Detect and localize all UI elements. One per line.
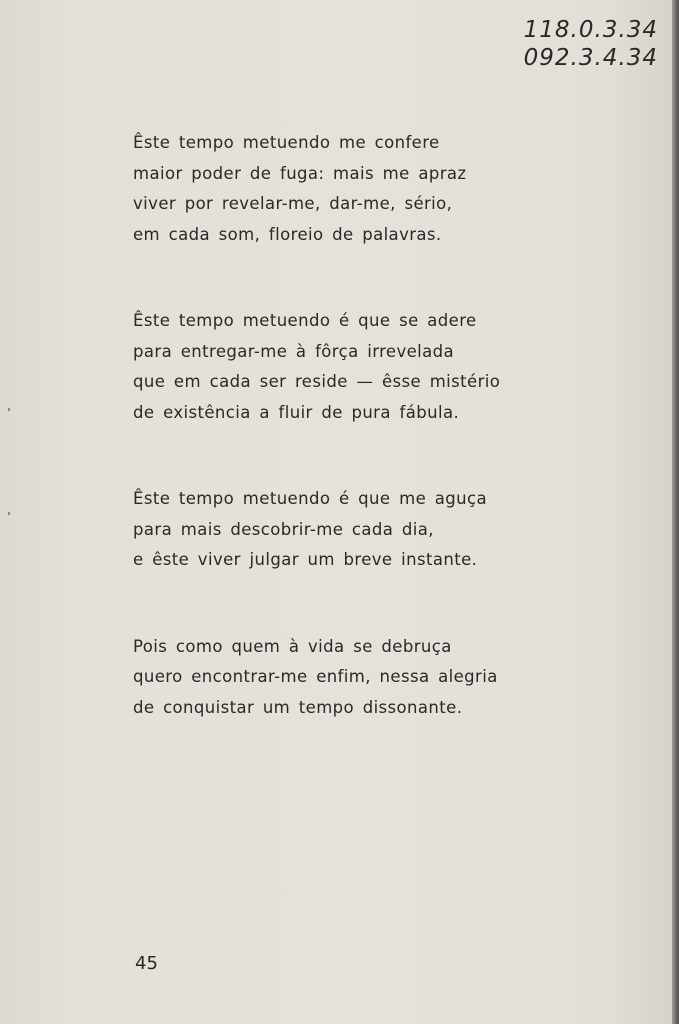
poem-line: Êste tempo metuendo me confere [133, 133, 440, 152]
margin-speck [8, 512, 10, 515]
catalog-mark-1: 118.0.3.34 [523, 17, 658, 43]
poem-line: Êste tempo metuendo é que se adere [133, 311, 477, 330]
poem-line: maior poder de fuga: mais me apraz [133, 163, 467, 183]
poem-line: de conquistar um tempo dissonante. [133, 697, 463, 717]
catalog-mark-2: 092.3.4.34 [523, 45, 658, 71]
poem-line: em cada som, floreio de palavras. [133, 224, 442, 244]
stanza-2 [133, 306, 553, 428]
faint-library-stamp [21, 11, 183, 77]
stanza-1 [133, 128, 553, 250]
poem-line: viver por revelar-me, dar-me, sério, [133, 194, 453, 213]
poem-line: e êste viver julgar um breve instante. [133, 550, 478, 569]
page-number: 45 [135, 953, 158, 974]
poem [133, 128, 553, 779]
stanza-3 [133, 484, 553, 576]
poem-line: Pois como quem à vida se debruça [133, 636, 452, 656]
poem-line: que em cada ser reside — êsse mistério [133, 372, 501, 391]
poem-line: de existência a fluir de pura fábula. [133, 402, 460, 422]
margin-speck [8, 408, 10, 411]
stanza-4 [133, 632, 553, 724]
poem-line: quero encontrar-me enfim, nessa alegria [133, 667, 498, 686]
poem-line: Êste tempo metuendo é que me aguça [133, 489, 487, 508]
poem-line: para mais descobrir-me cada dia, [133, 519, 434, 539]
catalog-number [524, 16, 658, 72]
poem-line: para entregar-me à fôrça irrevelada [133, 341, 455, 361]
page-edge [672, 0, 679, 1024]
